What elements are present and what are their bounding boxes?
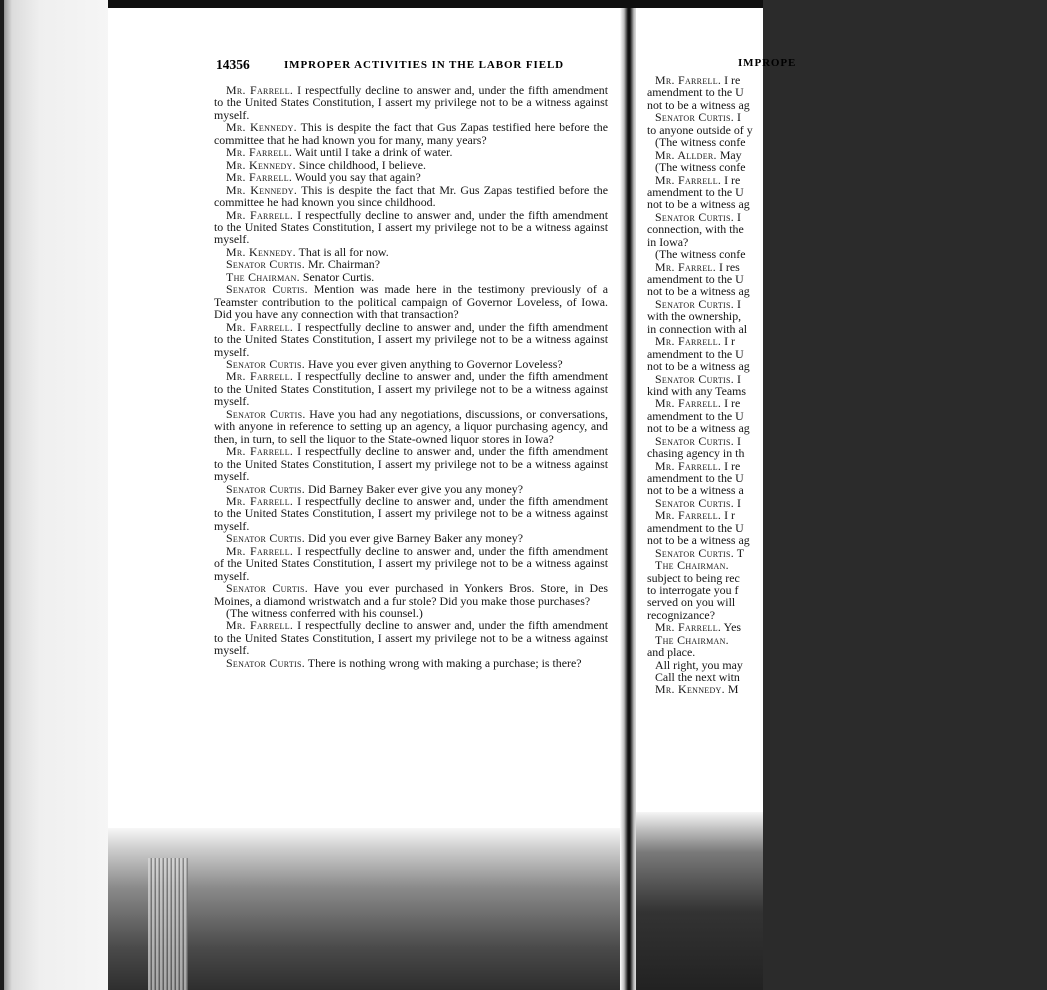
speech-text: May [716,147,742,162]
speaker-name: The Chairman. [226,269,300,284]
running-title: IMPROPER ACTIVITIES IN THE LABOR FIELD [284,59,565,71]
speech-text: (The witness confe [655,135,746,150]
speech-text: Call the next witn [655,670,740,684]
speech-text: amendment to the U [647,85,744,100]
speaker-name: Mr. Farrell. [226,369,294,384]
speech-text: Have you ever given anything to Governor Loveless? [305,356,563,371]
speech-text: not to be a witness ag [647,421,750,436]
speech-text: Would you say that again? [292,170,421,185]
speaker-name: Mr. Farrell. [226,170,293,185]
right-bottom-shadow [636,812,763,990]
speaker-name: Mr. Farrell. [226,618,294,633]
speaker-name: Mr. Farrell. [655,172,722,187]
speech-text: Wait until I take a drink of water. [292,145,453,160]
speaker-name: Senator Curtis. [655,545,735,560]
speaker-name: Mr. Farrell. [226,493,294,508]
speaker-name: Mr. Farrell. [655,508,722,523]
speaker-name: Senator Curtis. [226,282,308,297]
speech-text: not to be a witness ag [647,359,750,374]
speech-text: I re [721,458,741,473]
right-page-line [647,634,1047,646]
transcript-paragraph [214,184,608,209]
speech-text: served on you will [647,595,736,610]
speaker-name: The Chairman. [655,632,729,647]
speaker-name: Mr. Farrell. [655,334,722,349]
speech-text: Have you ever purchased in Yonkers Bros. Store, in Des Moines, a diamond wristwatch and a fur stole? Did you make those purchases? [214,581,608,608]
speaker-name: Senator Curtis. [226,356,306,371]
speech-text: I re [721,396,741,411]
speech-text: amendment to the U [647,184,744,199]
speaker-name: Senator Curtis. [655,110,735,125]
speech-text: I respectfully decline to answer and, under the fifth amendment to the United States Constitution, I assert my privilege not to be a witness against myself. [214,493,609,533]
speech-text: (The witness confe [655,160,746,175]
speech-text: Since childhood, I believe. [295,157,427,172]
speech-text: with the ownership, [647,309,742,324]
speech-text: I respectfully decline to answer and, under the fifth amendment to the United States Constitution, I assert my privilege not to be a witness against myself. [214,369,609,409]
speaker-name: Mr. Farrel. [655,259,716,274]
speech-text: I re [721,172,741,187]
speech-text: amendment to the U [647,346,744,361]
speaker-name: Senator Curtis. [655,209,735,224]
speech-text: I respectfully decline to answer and, under the fifth amendment to the United States Constitution, I assert my privilege not to be a witness against myself. [214,83,609,122]
speech-text: chasing agency in th [647,446,745,461]
transcript-paragraph [214,582,608,607]
transcript-paragraph [214,445,608,482]
speech-text: I r [721,334,736,349]
speech-text: That is all for now. [295,244,389,259]
transcript-paragraph [214,321,608,358]
speech-text: not to be a witness ag [647,97,750,112]
left-page-body [214,84,608,669]
transcript-paragraph [214,619,608,656]
speech-text: in connection with al [647,321,748,336]
right-page-body [647,74,1047,696]
speaker-name: Mr. Farrell. [226,145,293,160]
speech-text: All right, you may [655,657,743,672]
speech-text: M [724,682,739,697]
speech-text: I respectfully decline to answer and, under the fifth amendment to the United States Constitution, I assert my privilege not to be a witness against myself. [214,207,609,247]
speech-text: I [734,296,741,311]
speaker-name: Senator Curtis. [655,433,735,448]
transcript-paragraph [214,408,608,445]
speech-text: Did Barney Baker ever give you any money? [305,481,523,496]
right-page-line [647,223,1047,235]
bottom-page-shadow [108,828,630,990]
transcript-paragraph [214,495,608,532]
speaker-name: Mr. Farrell. [655,396,722,411]
transcript-paragraph [214,283,608,320]
speech-text: This is despite the fact that Gus Zapas testified here before the committee that he had known you for many, many years? [214,120,608,147]
speech-text: I [734,110,741,125]
speech-text: in Iowa? [647,234,689,249]
speech-text: amendment to the U [647,408,744,423]
speech-text: I respectfully decline to answer and, under the fifth amendment to the United States Constitution, I assert my privilege not to be a witness against myself. [214,618,609,658]
speech-text: I res [715,259,740,274]
speaker-name: Mr. Kennedy. [226,182,298,197]
speech-text: Mr. Chairman? [305,257,381,272]
right-running-title: IMPROPE [738,57,797,69]
speaker-name: Mr. Farrell. [226,444,294,459]
speech-text: not to be a witness ag [647,197,750,212]
speech-text: I [734,433,741,448]
speaker-name: Mr. Farrell. [655,458,722,473]
speaker-name: Senator Curtis. [226,481,306,496]
right-page-line [647,683,1047,695]
speaker-name: Mr. Kennedy. [655,682,725,697]
speech-text: connection, with the [647,222,744,237]
speech-text: to interrogate you f [647,582,739,597]
scan-streaks [148,858,188,990]
speech-text: not to be a witness ag [647,533,750,548]
speech-text: T [734,545,745,560]
speech-text: subject to being rec [647,570,740,585]
speech-text: (The witness confe [655,247,746,262]
speech-text: Mention was made here in the testimony previously of a Teamster contribution to the political campaign of Governor Loveless, of Iowa. Did you have any connection with that transaction? [214,282,608,322]
speaker-name: Senator Curtis. [226,655,306,670]
speech-text: Senator Curtis. [299,269,375,284]
speaker-name: Senator Curtis. [226,581,308,596]
speaker-name: Senator Curtis. [226,531,306,546]
speaker-name: Senator Curtis. [655,296,735,311]
speaker-name: Mr. Kennedy. [226,244,296,259]
speaker-name: Mr. Farrell. [655,73,722,87]
speech-text: Have you had any negotiations, discussions, or conversations, with anyone in reference to setting up an agency, a liquor purchasing agency, and then, in turn, to sell the liquor to the State-owned liquor stores in Iowa? [214,406,608,446]
speech-text: I [734,371,741,386]
speaker-name: Senator Curtis. [226,406,306,421]
transcript-paragraph [214,209,608,246]
speaker-name: Mr. Farrell. [226,83,294,97]
speech-text: I [734,495,741,510]
top-scan-edge [108,0,763,8]
speech-text: recognizance? [647,607,715,622]
speech-text: I r [721,508,736,523]
speech-text: amendment to the U [647,272,744,286]
transcript-paragraph [214,545,608,582]
speech-text: I respectfully decline to answer and, under the fifth amendment to the United States Constitution, I assert my privilege not to be a witness against myself. [214,444,609,484]
speech-text: I respectfully decline to answer and, under the fifth amendment of the United States Constitution, I assert my privilege not to be a witness against myself. [214,543,609,583]
transcript-paragraph [214,657,608,669]
speech-text: kind with any Teams [647,383,747,398]
binding-shadow [0,0,4,990]
speech-text: not to be a witness ag [647,284,750,299]
speaker-name: The Chairman. [655,558,729,573]
speech-text: I re [721,73,741,87]
speaker-name: Mr. Farrell. [655,620,722,635]
speech-text: not to be a witness a [647,483,744,498]
speaker-name: Mr. Kennedy. [226,120,297,135]
speech-text: This is despite the fact that Mr. Gus Zapas testified before the committee he had known you since childhood. [214,182,608,210]
speaker-name: Senator Curtis. [655,371,735,386]
transcript-paragraph [214,370,608,407]
speech-text: Did you ever give Barney Baker any money? [305,531,523,546]
speech-text: There is nothing wrong with making a purchase; is there? [305,655,582,670]
adjacent-page-edge [0,0,112,990]
speech-text: (The witness conferred with his counsel.) [226,606,423,621]
speaker-name: Senator Curtis. [655,495,735,510]
speech-text: amendment to the U [647,471,744,485]
left-page-header [216,57,608,73]
speech-text: Yes [721,620,741,635]
transcript-paragraph [214,84,608,121]
speech-text: amendment to the U [647,520,744,535]
speech-text: I [734,209,741,224]
speaker-name: Mr. Kennedy. [226,157,296,172]
speaker-name: Mr. Farrell. [226,543,294,558]
speech-text: and place. [647,645,696,660]
speaker-name: Mr. Allder. [655,147,717,162]
speech-text: to anyone outside of y [647,122,753,137]
page-number: 14356 [216,57,250,72]
transcript-paragraph [214,121,608,146]
speech-text: I respectfully decline to answer and, under the fifth amendment to the United States Constitution, I assert my privilege not to be a witness against myself. [214,319,609,359]
speaker-name: Senator Curtis. [226,257,306,272]
speaker-name: Mr. Farrell. [226,207,294,222]
speaker-name: Mr. Farrell. [226,319,294,334]
